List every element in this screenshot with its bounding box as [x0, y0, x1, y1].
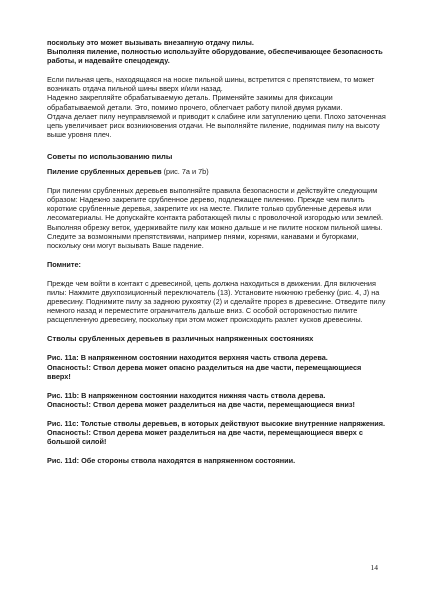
figure-11a-label: Рис. 11a: — [47, 353, 79, 363]
kickback-paragraph: Если пильная цепь, находящаяся на носке пильной шины, встретится с препятствием, то может возникать отдача пильной шины вверх и/или назад. — [47, 75, 375, 94]
sawing-heading — [47, 167, 387, 176]
figure-11d-description: Обе стороны ствола находятся в напряженном состоянии. — [81, 456, 296, 466]
figure-11c-text — [47, 419, 387, 428]
clamp-paragraph: Надежно закрепляйте обрабатываемую деталь. Применяйте зажимы для фиксации обрабатываемой детали. Это, помимо прочего, облегчает работу пилой двумя руками. — [47, 93, 343, 112]
figure-11c-label: Рис. 11c: — [47, 418, 79, 428]
figure-11b-description: В напряженном состоянии находится нижняя часть ствола дерева. — [81, 390, 326, 400]
page-number: 14 — [370, 563, 378, 572]
sawing-paragraph: При пилении срубленных деревьев выполняйте правила безопасности и действуйте следующим образом: Надежно закрепите срубленное дерево, подлежащее пилению. Прежде чем пилить короткие срубленные деревья, закрепите их на месте. Пилите только срубленные деревья или лесоматериалы. Не допускайте контакта работающей пилы с проволочной изгородью или землей. Выполняя обрезку веток, удерживайте пилу как можно дальше и не пилите носком пильной шины. Следите за возможными препятствиями, например пнями, корнями, канавами и бугорками, поскольку они могут вызывать Ваше падение. — [47, 186, 384, 250]
remember-heading: Помните: — [47, 259, 81, 269]
figure-11b-text — [47, 391, 387, 400]
kickback-effects-paragraph: Отдача делает пилу неуправляемой и приводит к слабине или затуплению цепи. Плохо заточенная цепь увеличивает риск возникновения отдачи. Не выполняйте пиление, поднимая пилу на высоту выше уровня плеч. — [47, 111, 386, 139]
figure-11a — [47, 353, 387, 380]
figure-11b — [47, 391, 387, 409]
figure-11d — [47, 456, 387, 465]
figure-11c-description: Толстые стволы деревьев, в которых действуют высокие внутренние напряжения. — [80, 418, 386, 428]
tips-heading: Советы по использованию пилы — [47, 151, 173, 161]
stress-heading: Стволы срубленных деревьев в различных напряженных состояниях — [47, 334, 314, 344]
figure-11b-label: Рис. 11b: — [47, 390, 80, 400]
figure-11d-text — [47, 456, 387, 465]
figure-11d-label: Рис. 11d: — [47, 456, 80, 466]
remember-paragraph: Прежде чем войти в контакт с древесиной, цепь должна находиться в движении. Для включения пилы: Нажмите двухпозиционный переключатель (13). Установите нижнюю гребенку (рис. 4, J) на древесину. Поднимите пилу за заднюю рукоятку (2) и сделайте прорез в древесине. Отведите пилу немного назад и переместите ограничитель дальше вниз. С особой осторожностью пилите расщепленную древесину, поскольку при этом может происходить разлет кусков древесины. — [47, 278, 386, 325]
figure-11c-warning: Опасность!: Ствол дерева может разделиться на две части, перемещающиеся вверх с большой силой! — [47, 428, 363, 447]
figure-11a-text — [47, 353, 387, 362]
sawing-heading-bold: Пиление срубленных деревьев — [47, 167, 162, 177]
figure-11a-warning: Опасность!: Ствол дерева может опасно разделиться на две части, перемещающиеся вверх! — [47, 362, 362, 381]
document-page — [47, 38, 387, 465]
figure-11c — [47, 419, 387, 446]
intro-bold-line-1: поскольку это может вызывать внезапную отдачу пилы. — [47, 38, 254, 47]
figure-11a-description: В напряженном состоянии находится верхняя часть ствола дерева. — [80, 353, 328, 363]
figure-11b-warning: Опасность!: Ствол дерева может разделиться на две части, перемещающиеся вниз! — [47, 399, 355, 409]
sawing-heading-ref: (рис. 7a и 7b) — [161, 167, 209, 177]
intro-bold-line-2: Выполняя пиление, полностью используйте оборудование, обеспечивающее безопасность работы, и надевайте спецодежду. — [47, 47, 383, 66]
